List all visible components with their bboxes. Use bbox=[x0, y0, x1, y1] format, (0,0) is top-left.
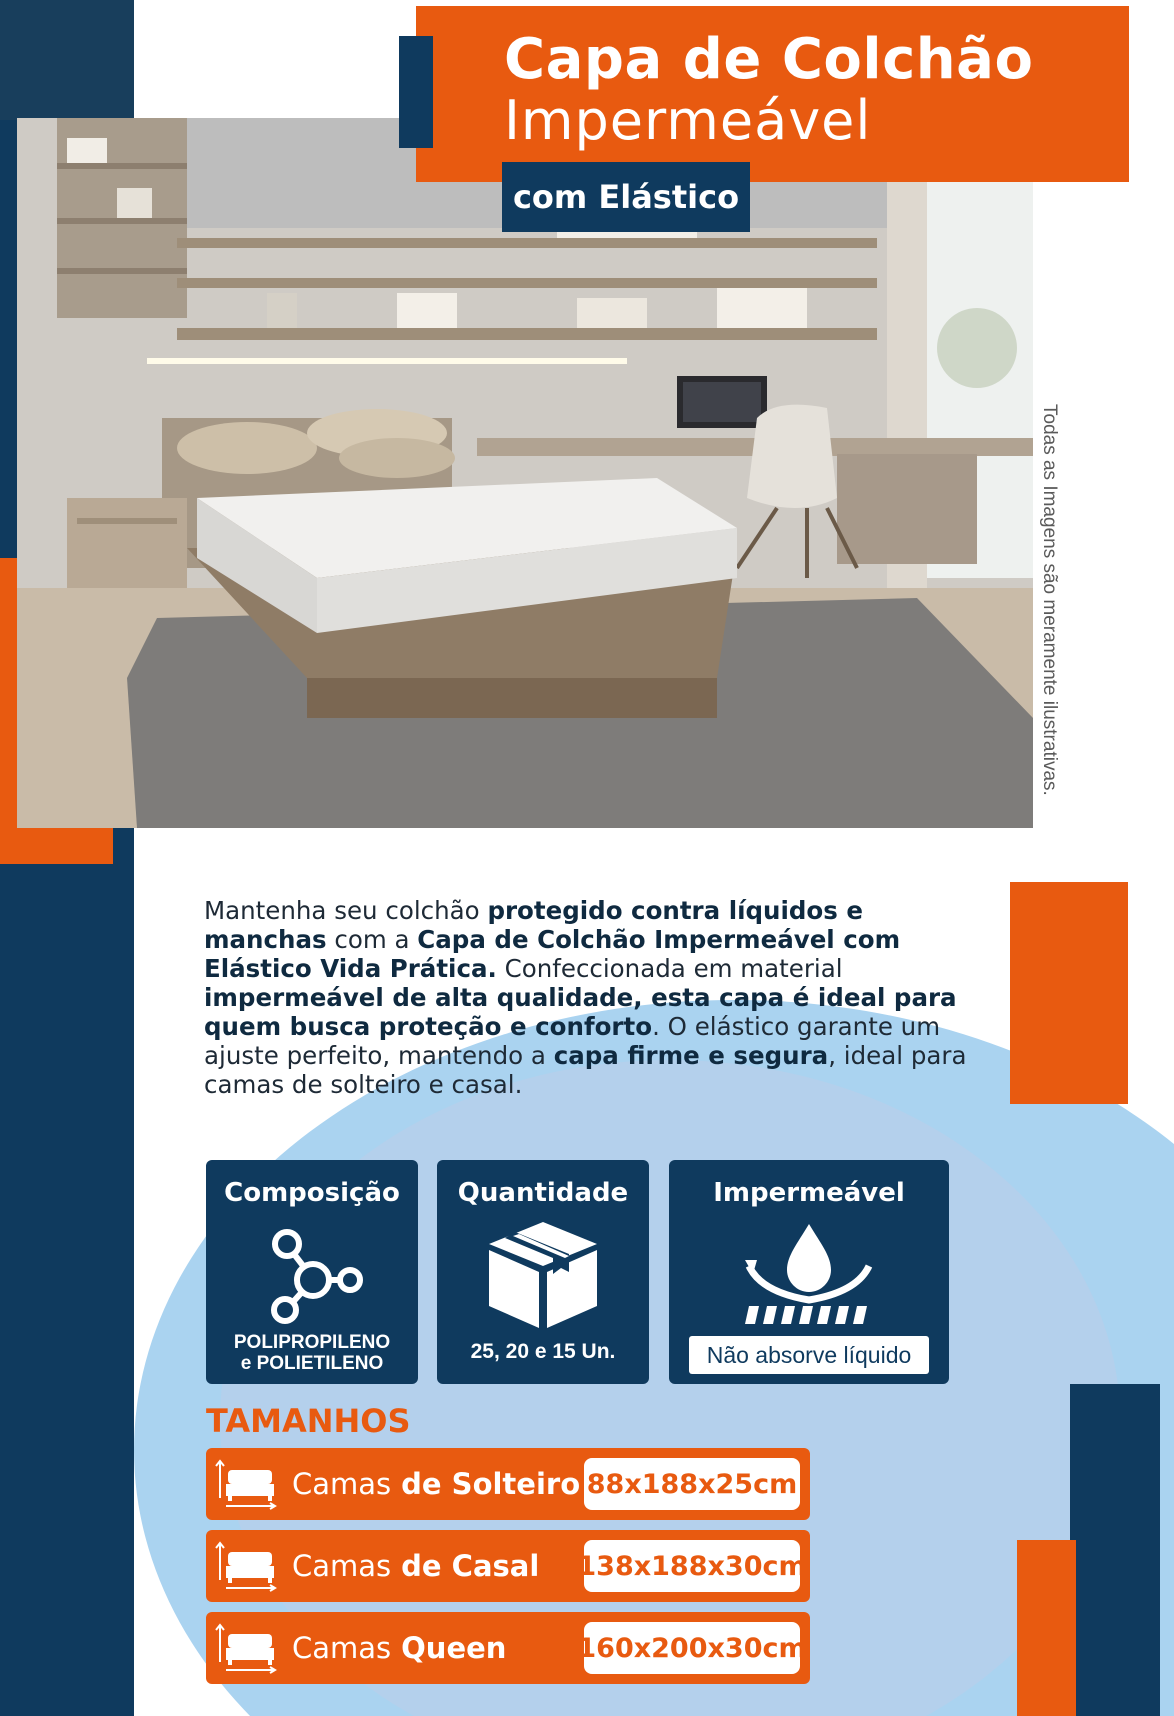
size-dimension: 138x188x30cm bbox=[584, 1540, 800, 1592]
size-name: de Casal bbox=[401, 1549, 540, 1583]
size-prefix: Camas bbox=[292, 1631, 392, 1665]
navy-accent-bar bbox=[399, 36, 433, 148]
subtitle-badge bbox=[502, 162, 750, 232]
size-name: de Solteiro bbox=[401, 1467, 581, 1501]
size-dimension: 160x200x30cm bbox=[584, 1622, 800, 1674]
description-highlight: capa firme e segura bbox=[553, 1041, 829, 1070]
box-icon bbox=[485, 1218, 601, 1330]
feature-card-composition bbox=[206, 1160, 418, 1384]
water-drop-icon bbox=[741, 1222, 877, 1326]
size-name: Queen bbox=[401, 1631, 507, 1665]
size-label bbox=[292, 1530, 539, 1602]
feature-card-waterproof bbox=[669, 1160, 949, 1384]
feature-text-line1: POLIPROPILENO bbox=[233, 1332, 391, 1353]
size-row-casal bbox=[206, 1530, 810, 1602]
description-highlight: impermeável de alta qualidade, esta capa é ideal para quem busca proteção e conforto bbox=[204, 983, 957, 1041]
feature-text: Não absorve líquido bbox=[689, 1336, 929, 1374]
bed-icon bbox=[214, 1622, 280, 1674]
size-dimension: 88x188x25cm bbox=[584, 1458, 800, 1510]
feature-text bbox=[206, 1332, 418, 1374]
size-label bbox=[292, 1448, 580, 1520]
product-description bbox=[204, 896, 984, 1099]
description-highlight: Capa de Colchão Impermeável com Elástico Vida Prática. bbox=[204, 925, 901, 983]
feature-title: Composição bbox=[224, 1178, 400, 1208]
description-text: Confeccionada em material bbox=[496, 954, 843, 983]
page-title-line2: Impermeável bbox=[504, 89, 872, 152]
left-navy-strip-top bbox=[0, 0, 134, 120]
feature-card-quantity bbox=[437, 1160, 649, 1384]
size-prefix: Camas bbox=[292, 1467, 392, 1501]
sizes-heading: TAMANHOS bbox=[206, 1402, 411, 1440]
navy-right-block bbox=[1070, 1384, 1160, 1716]
description-text: Mantenha seu colchão bbox=[204, 896, 488, 925]
feature-title: Impermeável bbox=[713, 1178, 905, 1208]
description-text: com a bbox=[326, 925, 418, 954]
size-label bbox=[292, 1612, 506, 1684]
description-text: , ideal para camas de solteiro e casal. bbox=[204, 1041, 967, 1099]
feature-text-line2: e POLIETILENO bbox=[240, 1353, 384, 1374]
molecule-icon bbox=[257, 1222, 367, 1326]
feature-title: Quantidade bbox=[457, 1178, 629, 1208]
image-disclaimer: Todas as Imagens são meramente ilustrativas. bbox=[1039, 404, 1060, 796]
bed-icon bbox=[214, 1458, 280, 1510]
size-prefix: Camas bbox=[292, 1549, 392, 1583]
bed-icon bbox=[214, 1540, 280, 1592]
orange-right-block-bottom bbox=[1017, 1540, 1076, 1716]
orange-right-block bbox=[1010, 882, 1128, 1104]
size-row-queen bbox=[206, 1612, 810, 1684]
description-highlight: protegido contra líquidos e manchas bbox=[204, 896, 863, 954]
size-row-solteiro bbox=[206, 1448, 810, 1520]
page-title: Capa de Colchão bbox=[504, 27, 1034, 92]
description-text: . O elástico garante um ajuste perfeito, mantendo a bbox=[204, 1012, 941, 1070]
subtitle-text: com Elástico bbox=[512, 178, 740, 216]
feature-text: 25, 20 e 15 Un. bbox=[470, 1340, 616, 1363]
